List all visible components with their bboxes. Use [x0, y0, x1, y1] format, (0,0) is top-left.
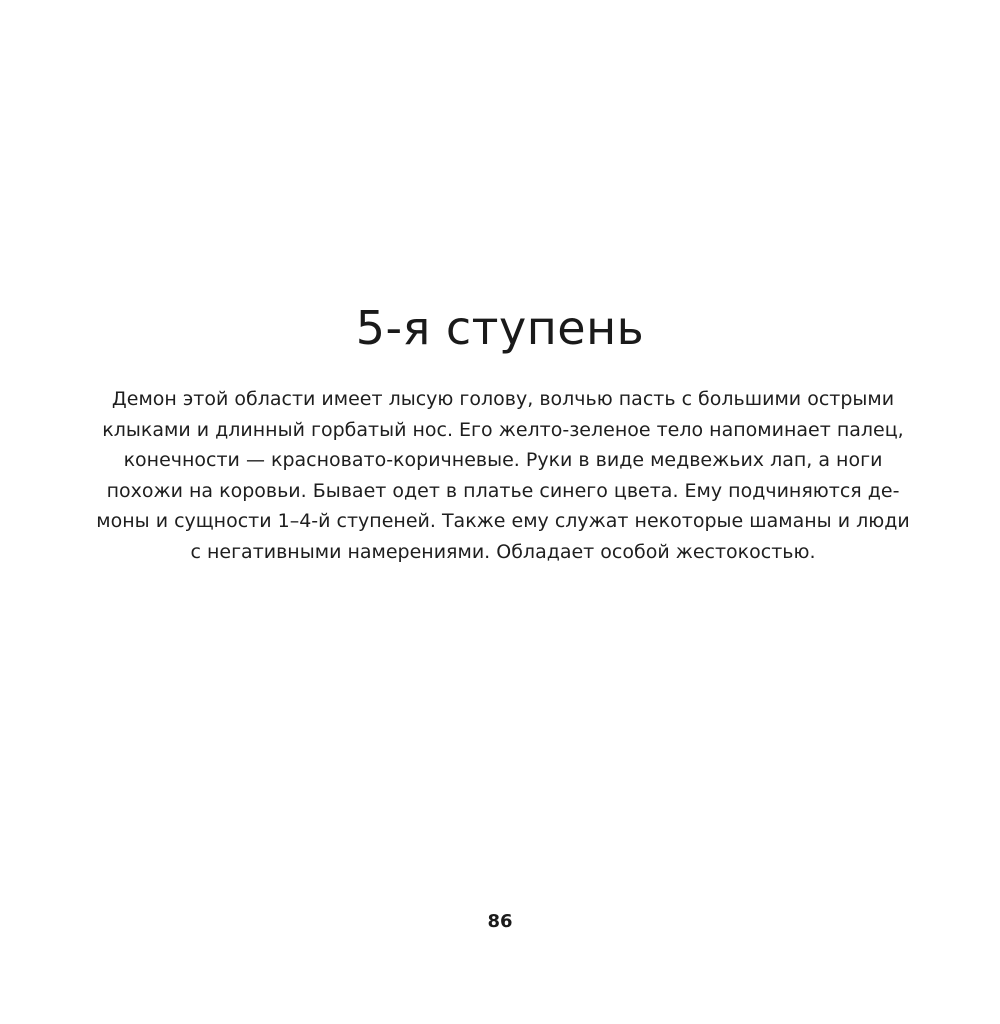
paragraph-line: клыками и длинный горбатый нос. Его желто-зеленое тело напоминает палец,: [102, 418, 904, 441]
paragraph-line: моны и сущности 1–4-й ступеней. Также ему служат некоторые шаманы и люди: [96, 510, 910, 533]
section-heading: 5-я ступень: [355, 301, 645, 355]
paragraph-line: конечности — красновато-коричневые. Руки в виде медвежьих лап, а ноги: [123, 449, 883, 472]
paragraph-line: похожи на коровьи. Бывает одет в платье синего цвета. Ему подчиняются де-: [106, 479, 900, 502]
body-paragraph: [78, 384, 928, 568]
paragraph-line: с негативными намерениями. Обладает особой жестокостью.: [190, 540, 816, 563]
paragraph-line: Демон этой области имеет лысую голову, волчью пасть с большими острыми: [111, 388, 895, 410]
page-number: 86: [487, 911, 513, 932]
